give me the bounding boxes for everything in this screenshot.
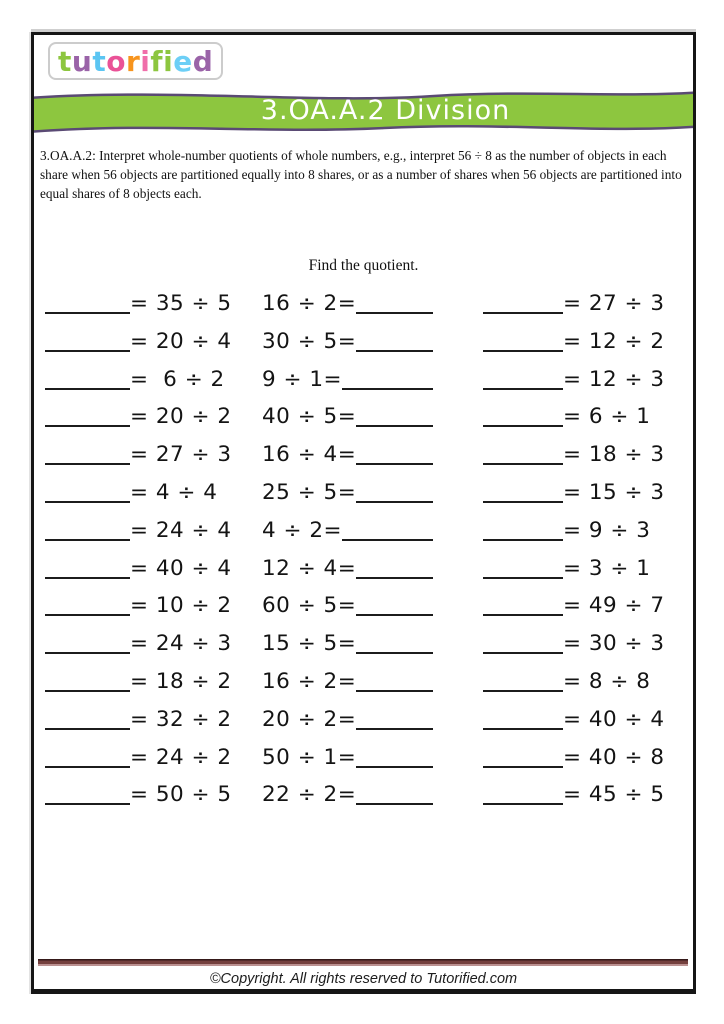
logo-letter: e xyxy=(173,44,193,78)
answer-blank xyxy=(356,577,433,579)
division-equation: = 40 ÷ 4 xyxy=(130,555,232,581)
division-equation: = 50 ÷ 5 xyxy=(130,782,232,808)
answer-blank xyxy=(483,652,563,654)
answer-blank xyxy=(45,577,130,579)
logo-letter: t xyxy=(92,44,107,78)
answer-blank xyxy=(45,501,130,503)
tutorified-logo xyxy=(48,42,223,80)
problem-cell xyxy=(262,625,483,663)
division-equation: = 10 ÷ 2 xyxy=(130,593,232,619)
division-equation: = 3 ÷ 1 xyxy=(563,555,651,581)
problem-row xyxy=(45,625,688,663)
answer-blank xyxy=(483,614,563,616)
answer-blank xyxy=(356,690,433,692)
division-equation: = 24 ÷ 4 xyxy=(130,517,232,543)
worksheet-title: 3.OA.A.2 Division xyxy=(260,94,511,126)
problem-cell xyxy=(483,436,688,474)
division-equation: = 12 ÷ 3 xyxy=(563,366,665,392)
problem-cell xyxy=(45,776,262,814)
problem-row xyxy=(45,323,688,361)
division-equation: 40 ÷ 5= xyxy=(262,404,357,430)
division-equation: = 15 ÷ 3 xyxy=(563,479,665,505)
problem-cell xyxy=(45,398,262,436)
answer-blank xyxy=(356,803,433,805)
problem-row xyxy=(45,512,688,550)
problem-cell xyxy=(262,739,483,777)
division-equation: 15 ÷ 5= xyxy=(262,631,357,657)
division-equation: 12 ÷ 4= xyxy=(262,555,357,581)
problem-row xyxy=(45,474,688,512)
problem-cell xyxy=(45,361,262,399)
division-equation: = 32 ÷ 2 xyxy=(130,706,232,732)
division-equation: 30 ÷ 5= xyxy=(262,328,357,354)
problem-row xyxy=(45,776,688,814)
answer-blank xyxy=(45,463,130,465)
problem-cell xyxy=(483,285,688,323)
logo-letter: i xyxy=(140,44,151,78)
answer-blank xyxy=(483,388,563,390)
division-equation: 25 ÷ 5= xyxy=(262,479,357,505)
division-equation: = 6 ÷ 1 xyxy=(563,404,651,430)
answer-blank xyxy=(45,350,130,352)
answer-blank xyxy=(483,803,563,805)
problem-cell xyxy=(262,550,483,588)
problem-cell xyxy=(45,512,262,550)
division-equation: = 40 ÷ 8 xyxy=(563,744,665,770)
division-equation: 50 ÷ 1= xyxy=(262,744,357,770)
problem-cell xyxy=(45,663,262,701)
answer-blank xyxy=(483,728,563,730)
answer-blank xyxy=(356,463,433,465)
instruction-text: Find the quotient. xyxy=(308,257,419,274)
problem-cell xyxy=(45,587,262,625)
answer-blank xyxy=(45,690,130,692)
problem-cell xyxy=(483,663,688,701)
problem-cell xyxy=(483,625,688,663)
answer-blank xyxy=(45,425,130,427)
standard-description: 3.OA.A.2: Interpret whole-number quotients of whole numbers, e.g., interpret 56 ÷ 8 as the number of objects in each share when 56 objects are partitioned equally into 8 shares, or as a number of shares when 56 objects are partitioned into equal shares of 8 objects each. xyxy=(40,148,682,201)
division-equation: = 6 ÷ 2 xyxy=(130,366,225,392)
answer-blank xyxy=(356,350,433,352)
division-equation: = 49 ÷ 7 xyxy=(563,593,665,619)
problem-cell xyxy=(262,776,483,814)
answer-blank xyxy=(45,652,130,654)
division-equation: = 27 ÷ 3 xyxy=(563,291,665,316)
problem-cell xyxy=(483,398,688,436)
problem-row xyxy=(45,398,688,436)
problem-row xyxy=(45,285,688,323)
problem-cell xyxy=(262,398,483,436)
problem-cell xyxy=(45,285,262,323)
division-equation: = 27 ÷ 3 xyxy=(130,442,232,468)
problem-cell xyxy=(483,323,688,361)
logo-letter: r xyxy=(125,44,141,78)
problem-cell xyxy=(483,739,688,777)
division-equation: = 35 ÷ 5 xyxy=(130,291,232,316)
division-equation: 9 ÷ 1= xyxy=(262,366,343,392)
answer-blank xyxy=(356,652,433,654)
worksheet-page xyxy=(31,32,696,994)
problem-cell xyxy=(262,587,483,625)
division-equation: = 30 ÷ 3 xyxy=(563,631,665,657)
division-equation: = 8 ÷ 8 xyxy=(563,668,651,694)
division-equation: 16 ÷ 2= xyxy=(262,291,357,316)
problem-row xyxy=(45,550,688,588)
footer-divider xyxy=(38,959,688,966)
answer-blank xyxy=(45,539,130,541)
division-equation: = 20 ÷ 4 xyxy=(130,328,232,354)
division-equation: = 9 ÷ 3 xyxy=(563,517,651,543)
problem-cell xyxy=(45,474,262,512)
answer-blank xyxy=(45,766,130,768)
answer-blank xyxy=(483,350,563,352)
answer-blank xyxy=(342,539,433,541)
answer-blank xyxy=(356,501,433,503)
answer-blank xyxy=(356,728,433,730)
logo-letter: d xyxy=(192,44,214,78)
problem-cell xyxy=(262,361,483,399)
division-equation: 16 ÷ 4= xyxy=(262,442,357,468)
problem-row xyxy=(45,361,688,399)
answer-blank xyxy=(342,388,433,390)
division-equation: 4 ÷ 2= xyxy=(262,517,343,543)
problem-row xyxy=(45,663,688,701)
problem-row xyxy=(45,701,688,739)
problem-cell xyxy=(483,361,688,399)
problem-cell xyxy=(262,285,483,323)
problem-cell xyxy=(483,776,688,814)
division-equation: = 4 ÷ 4 xyxy=(130,479,218,505)
answer-blank xyxy=(483,425,563,427)
problem-cell xyxy=(45,436,262,474)
problem-cell xyxy=(45,550,262,588)
problems-grid xyxy=(45,285,688,814)
problem-cell xyxy=(45,739,262,777)
problem-cell xyxy=(483,512,688,550)
problem-cell xyxy=(262,512,483,550)
problem-cell xyxy=(262,323,483,361)
logo-letter: t xyxy=(58,44,72,78)
division-equation: = 18 ÷ 3 xyxy=(563,442,665,468)
problem-cell xyxy=(262,663,483,701)
answer-blank xyxy=(483,766,563,768)
answer-blank xyxy=(45,728,130,730)
logo-letter: i xyxy=(163,44,174,78)
problem-cell xyxy=(262,474,483,512)
answer-blank xyxy=(356,425,433,427)
division-equation: = 20 ÷ 2 xyxy=(130,404,232,430)
answer-blank xyxy=(45,312,130,314)
answer-blank xyxy=(356,614,433,616)
logo-letter: o xyxy=(106,44,126,78)
problem-cell xyxy=(45,701,262,739)
division-equation: = 12 ÷ 2 xyxy=(563,328,665,354)
answer-blank xyxy=(45,388,130,390)
division-equation: 20 ÷ 2= xyxy=(262,706,357,732)
division-equation: = 45 ÷ 5 xyxy=(563,782,665,808)
division-equation: 22 ÷ 2= xyxy=(262,782,357,808)
problem-cell xyxy=(45,323,262,361)
problem-cell xyxy=(483,701,688,739)
division-equation: = 24 ÷ 3 xyxy=(130,631,232,657)
division-equation: 16 ÷ 2= xyxy=(262,668,357,694)
answer-blank xyxy=(483,463,563,465)
answer-blank xyxy=(45,614,130,616)
division-equation: = 18 ÷ 2 xyxy=(130,668,232,694)
answer-blank xyxy=(483,577,563,579)
problem-row xyxy=(45,587,688,625)
logo-letter: f xyxy=(150,44,164,78)
division-equation: 60 ÷ 5= xyxy=(262,593,357,619)
division-equation: = 40 ÷ 4 xyxy=(563,706,665,732)
copyright-text: ©Copyright. All rights reserved to Tutorified.com xyxy=(209,971,518,987)
answer-blank xyxy=(483,501,563,503)
problem-cell xyxy=(483,474,688,512)
problem-row xyxy=(45,436,688,474)
answer-blank xyxy=(483,690,563,692)
problem-cell xyxy=(483,587,688,625)
answer-blank xyxy=(483,539,563,541)
problem-cell xyxy=(45,625,262,663)
answer-blank xyxy=(45,803,130,805)
problem-row xyxy=(45,739,688,777)
problem-cell xyxy=(483,550,688,588)
division-equation: = 24 ÷ 2 xyxy=(130,744,232,770)
answer-blank xyxy=(356,312,433,314)
answer-blank xyxy=(356,766,433,768)
problem-cell xyxy=(262,436,483,474)
answer-blank xyxy=(483,312,563,314)
logo-letter: u xyxy=(71,44,93,78)
title-banner xyxy=(34,82,696,140)
problem-cell xyxy=(262,701,483,739)
